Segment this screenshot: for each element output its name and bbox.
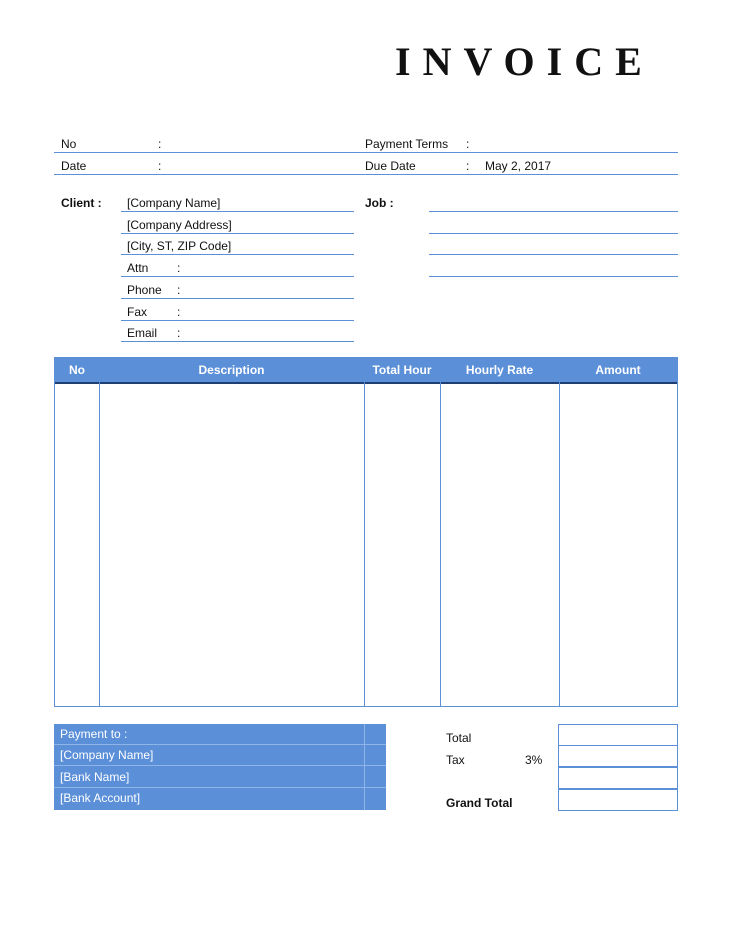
attn-label: Attn	[127, 261, 149, 275]
due-date-underline	[354, 174, 678, 175]
tax-rate: 3%	[525, 753, 543, 767]
payment-terms-colon: :	[466, 137, 470, 151]
payment-row	[54, 745, 386, 766]
total-label: Total	[446, 731, 472, 745]
phone-label: Phone	[127, 283, 162, 297]
payment-company-name: [Company Name]	[60, 748, 154, 762]
col-divider-4	[559, 358, 560, 706]
subtotal-spacer-box	[558, 767, 678, 789]
client-line-7	[121, 341, 354, 342]
tax-label: Tax	[446, 753, 465, 767]
phone-colon: :	[177, 283, 181, 297]
client-line-4	[121, 276, 354, 277]
client-line-1	[121, 211, 354, 212]
job-line-3	[429, 254, 678, 255]
payment-divider	[364, 724, 365, 810]
tax-value-box	[558, 745, 678, 767]
job-line-1	[429, 211, 678, 212]
grand-total-value-box	[558, 789, 678, 811]
client-company-address: [Company Address]	[127, 218, 232, 232]
items-table-header	[55, 358, 677, 384]
fax-colon: :	[177, 305, 181, 319]
payment-row	[54, 767, 386, 788]
date-colon: :	[158, 159, 162, 173]
client-city-state-zip: [City, ST, ZIP Code]	[127, 239, 232, 253]
due-date-value: May 2, 2017	[485, 159, 552, 173]
items-table	[54, 357, 678, 707]
grand-total-label: Grand Total	[446, 796, 513, 810]
payment-row	[54, 724, 386, 745]
invoice-title: INVOICE	[395, 39, 654, 84]
payment-terms-label: Payment Terms	[365, 137, 449, 151]
client-line-5	[121, 298, 354, 299]
total-value-box	[558, 724, 678, 746]
payment-row	[54, 788, 386, 809]
payment-terms-underline	[354, 152, 678, 153]
email-label: Email	[127, 326, 158, 340]
col-divider-2	[364, 358, 365, 706]
no-underline	[54, 152, 354, 153]
payment-bank-account: [Bank Account]	[60, 791, 141, 805]
date-label: Date	[61, 159, 87, 173]
col-divider-1	[99, 358, 100, 706]
client-line-2	[121, 233, 354, 234]
client-line-6	[121, 320, 354, 321]
col-header-hourly-rate: Hourly Rate	[465, 363, 534, 377]
no-label: No	[61, 137, 77, 151]
due-date-colon: :	[466, 159, 470, 173]
due-date-label: Due Date	[365, 159, 416, 173]
col-header-no: No	[69, 363, 85, 377]
job-line-2	[429, 233, 678, 234]
email-colon: :	[177, 326, 181, 340]
col-divider-3	[440, 358, 441, 706]
client-line-3	[121, 254, 354, 255]
job-line-4	[429, 276, 678, 277]
payment-block	[54, 724, 386, 810]
job-label: Job :	[365, 196, 394, 210]
payment-to-label: Payment to :	[60, 727, 128, 741]
date-underline	[54, 174, 354, 175]
client-label: Client :	[61, 196, 102, 210]
fax-label: Fax	[127, 305, 148, 319]
attn-colon: :	[177, 261, 181, 275]
no-colon: :	[158, 137, 162, 151]
col-header-total-hour: Total Hour	[372, 363, 432, 377]
col-header-description: Description	[198, 363, 265, 377]
col-header-amount: Amount	[595, 363, 641, 377]
client-company-name: [Company Name]	[127, 196, 221, 210]
payment-bank-name: [Bank Name]	[60, 770, 130, 784]
